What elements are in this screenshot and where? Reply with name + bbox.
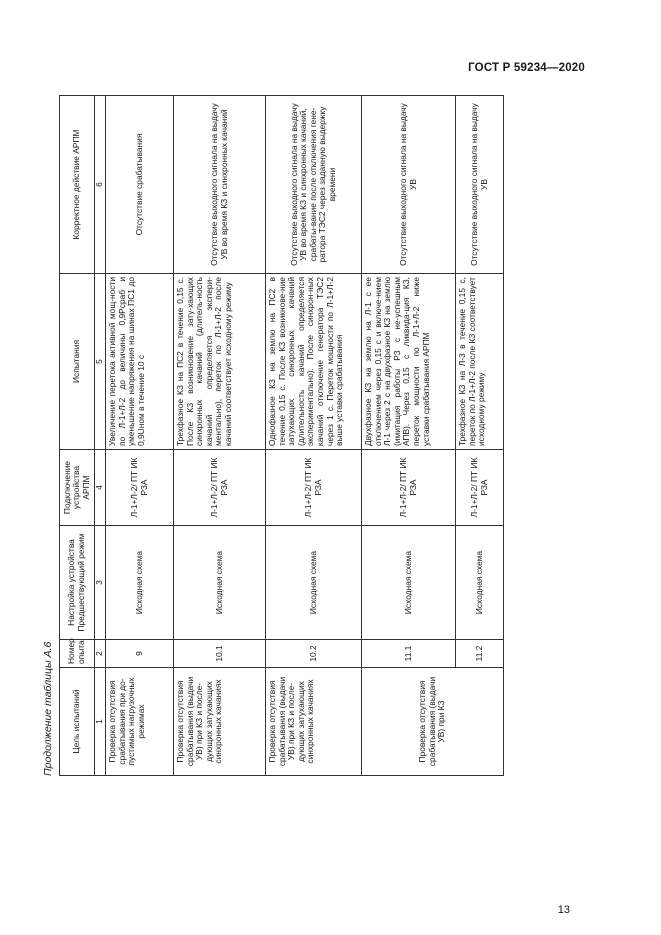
mode-cell: Исходная схема [362, 526, 456, 640]
column-number: 2 [95, 640, 106, 668]
table-caption: Продолжение таблицы А.6 [42, 641, 54, 776]
test-number: 10.2 [266, 640, 362, 668]
column-number: 3 [95, 526, 106, 640]
action-cell: Отсутствие выходного сигнала на выдачу УВ [362, 96, 456, 274]
action-cell: Отсутствие выходного сигнала на выдачу УВ [456, 96, 504, 274]
action-cell: Отсутствие выходного сигнала на выдачу УВ во время КЗ и синхронных качаний, срабаты-вание после отключения гене-ратора ТЭС2 через заданную выдержку времени [266, 96, 362, 274]
action-cell: Отсутствие срабатывания [106, 96, 174, 274]
test-description: Трехфазное КЗ на Л-3 в течение 0,15 с, переток по Л-1+Л-2 после КЗ соответствует исходному режиму [456, 274, 504, 450]
test-number: 9 [106, 640, 174, 668]
goal-cell: Проверка отсутствия срабатывания (выдачи УВ) при КЗ [362, 668, 504, 776]
col-header-mode: Настройка устройства Предшествующий режим [60, 526, 95, 640]
goal-cell: Проверка отсутствия срабатывания при до-пустимых нагрузочных режимах [106, 668, 174, 776]
page-number: 13 [557, 904, 570, 916]
mode-cell: Исходная схема [106, 526, 174, 640]
action-cell: Отсутствие выходного сигнала на выдачу УВ во время КЗ и синхронных качаний [174, 96, 266, 274]
rotated-table-block [42, 96, 492, 776]
test-number: 11.1 [362, 640, 456, 668]
col-header-connection: Подключение устройства АРПМ [60, 450, 95, 526]
column-number: 6 [95, 96, 106, 274]
column-number: 4 [95, 450, 106, 526]
test-description: Увеличение перетока активной мощ-ности по Л-1+Л-2 до величины 0,9Рсраб и уменьшение напряжения на шинах ПС1 до 0,9Uном в течение 10 с [106, 274, 174, 450]
test-description: Трехфазное КЗ на ПС2 в течение 0,15 с. После КЗ возникновение зату-хающих синхронных качаний (длитель-ность качаний определяется экспери-ментально), переток по Л-1+Л-2 после качаний соответствует исходному режиму [174, 274, 266, 450]
column-number: 1 [95, 668, 106, 776]
standard-number: ГОСТ Р 59234—2020 [468, 62, 585, 74]
mode-cell: Исходная схема [456, 526, 504, 640]
col-header-test: Испытания [60, 274, 95, 450]
test-table [59, 95, 504, 776]
table-row [362, 96, 456, 776]
column-number-row [95, 96, 106, 776]
connection-cell: Л-1+Л-2/ ПТ ИК РЗА [456, 450, 504, 526]
table-row [174, 96, 266, 776]
connection-cell: Л-1+Л-2/ ПТ ИК РЗА [266, 450, 362, 526]
table-row [266, 96, 362, 776]
col-header-number: Номер опыта [60, 640, 95, 668]
test-description: Двухфазное КЗ на землю на Л-1 с ее отключением через 0,15 с и включе-нием Л-1 через 2 с на двухфазное КЗ на землю (имитация работы РЗ с не-успешным АПВ). Через 0,15 с ликвида-ция КЗ, переток мощности по Л-1+Л-2 ниже уставки срабатывания АРПМ [362, 274, 456, 450]
connection-cell: Л-1+Л-2/ ПТ ИК РЗА [106, 450, 174, 526]
goal-cell: Проверка отсутствия срабатывания (выдачи УВ) при КЗ и после-дующих затухающих синхронных качаниях [174, 668, 266, 776]
column-number: 5 [95, 274, 106, 450]
mode-cell: Исходная схема [174, 526, 266, 640]
test-number: 10.1 [174, 640, 266, 668]
table-row [106, 96, 174, 776]
table-header-row [60, 96, 95, 776]
col-header-action: Корректное действие АРПМ [60, 96, 95, 274]
connection-cell: Л-1+Л-2/ ПТ ИК РЗА [362, 450, 456, 526]
col-header-goal: Цель испытаний [60, 668, 95, 776]
connection-cell: Л-1+Л-2/ ПТ ИК РЗА [174, 450, 266, 526]
mode-cell: Исходная схема [266, 526, 362, 640]
test-number: 11.2 [456, 640, 504, 668]
test-description: Однофазное КЗ на землю на ПС2 в течение 0,15 с. После КЗ возникнове-ние затухающих синхронных качаний (длительность качаний определяется экспериментально). После синхрон-ных качаний отключение генератора ТЭС2 через 1 с. Переток мощности по Л-1+Л-2 выше уставки срабатывания [266, 274, 362, 450]
goal-cell: Проверка отсутствия срабатывания (выдачи УВ) при КЗ и после-дующих затухающих синхронных качаниях [266, 668, 362, 776]
